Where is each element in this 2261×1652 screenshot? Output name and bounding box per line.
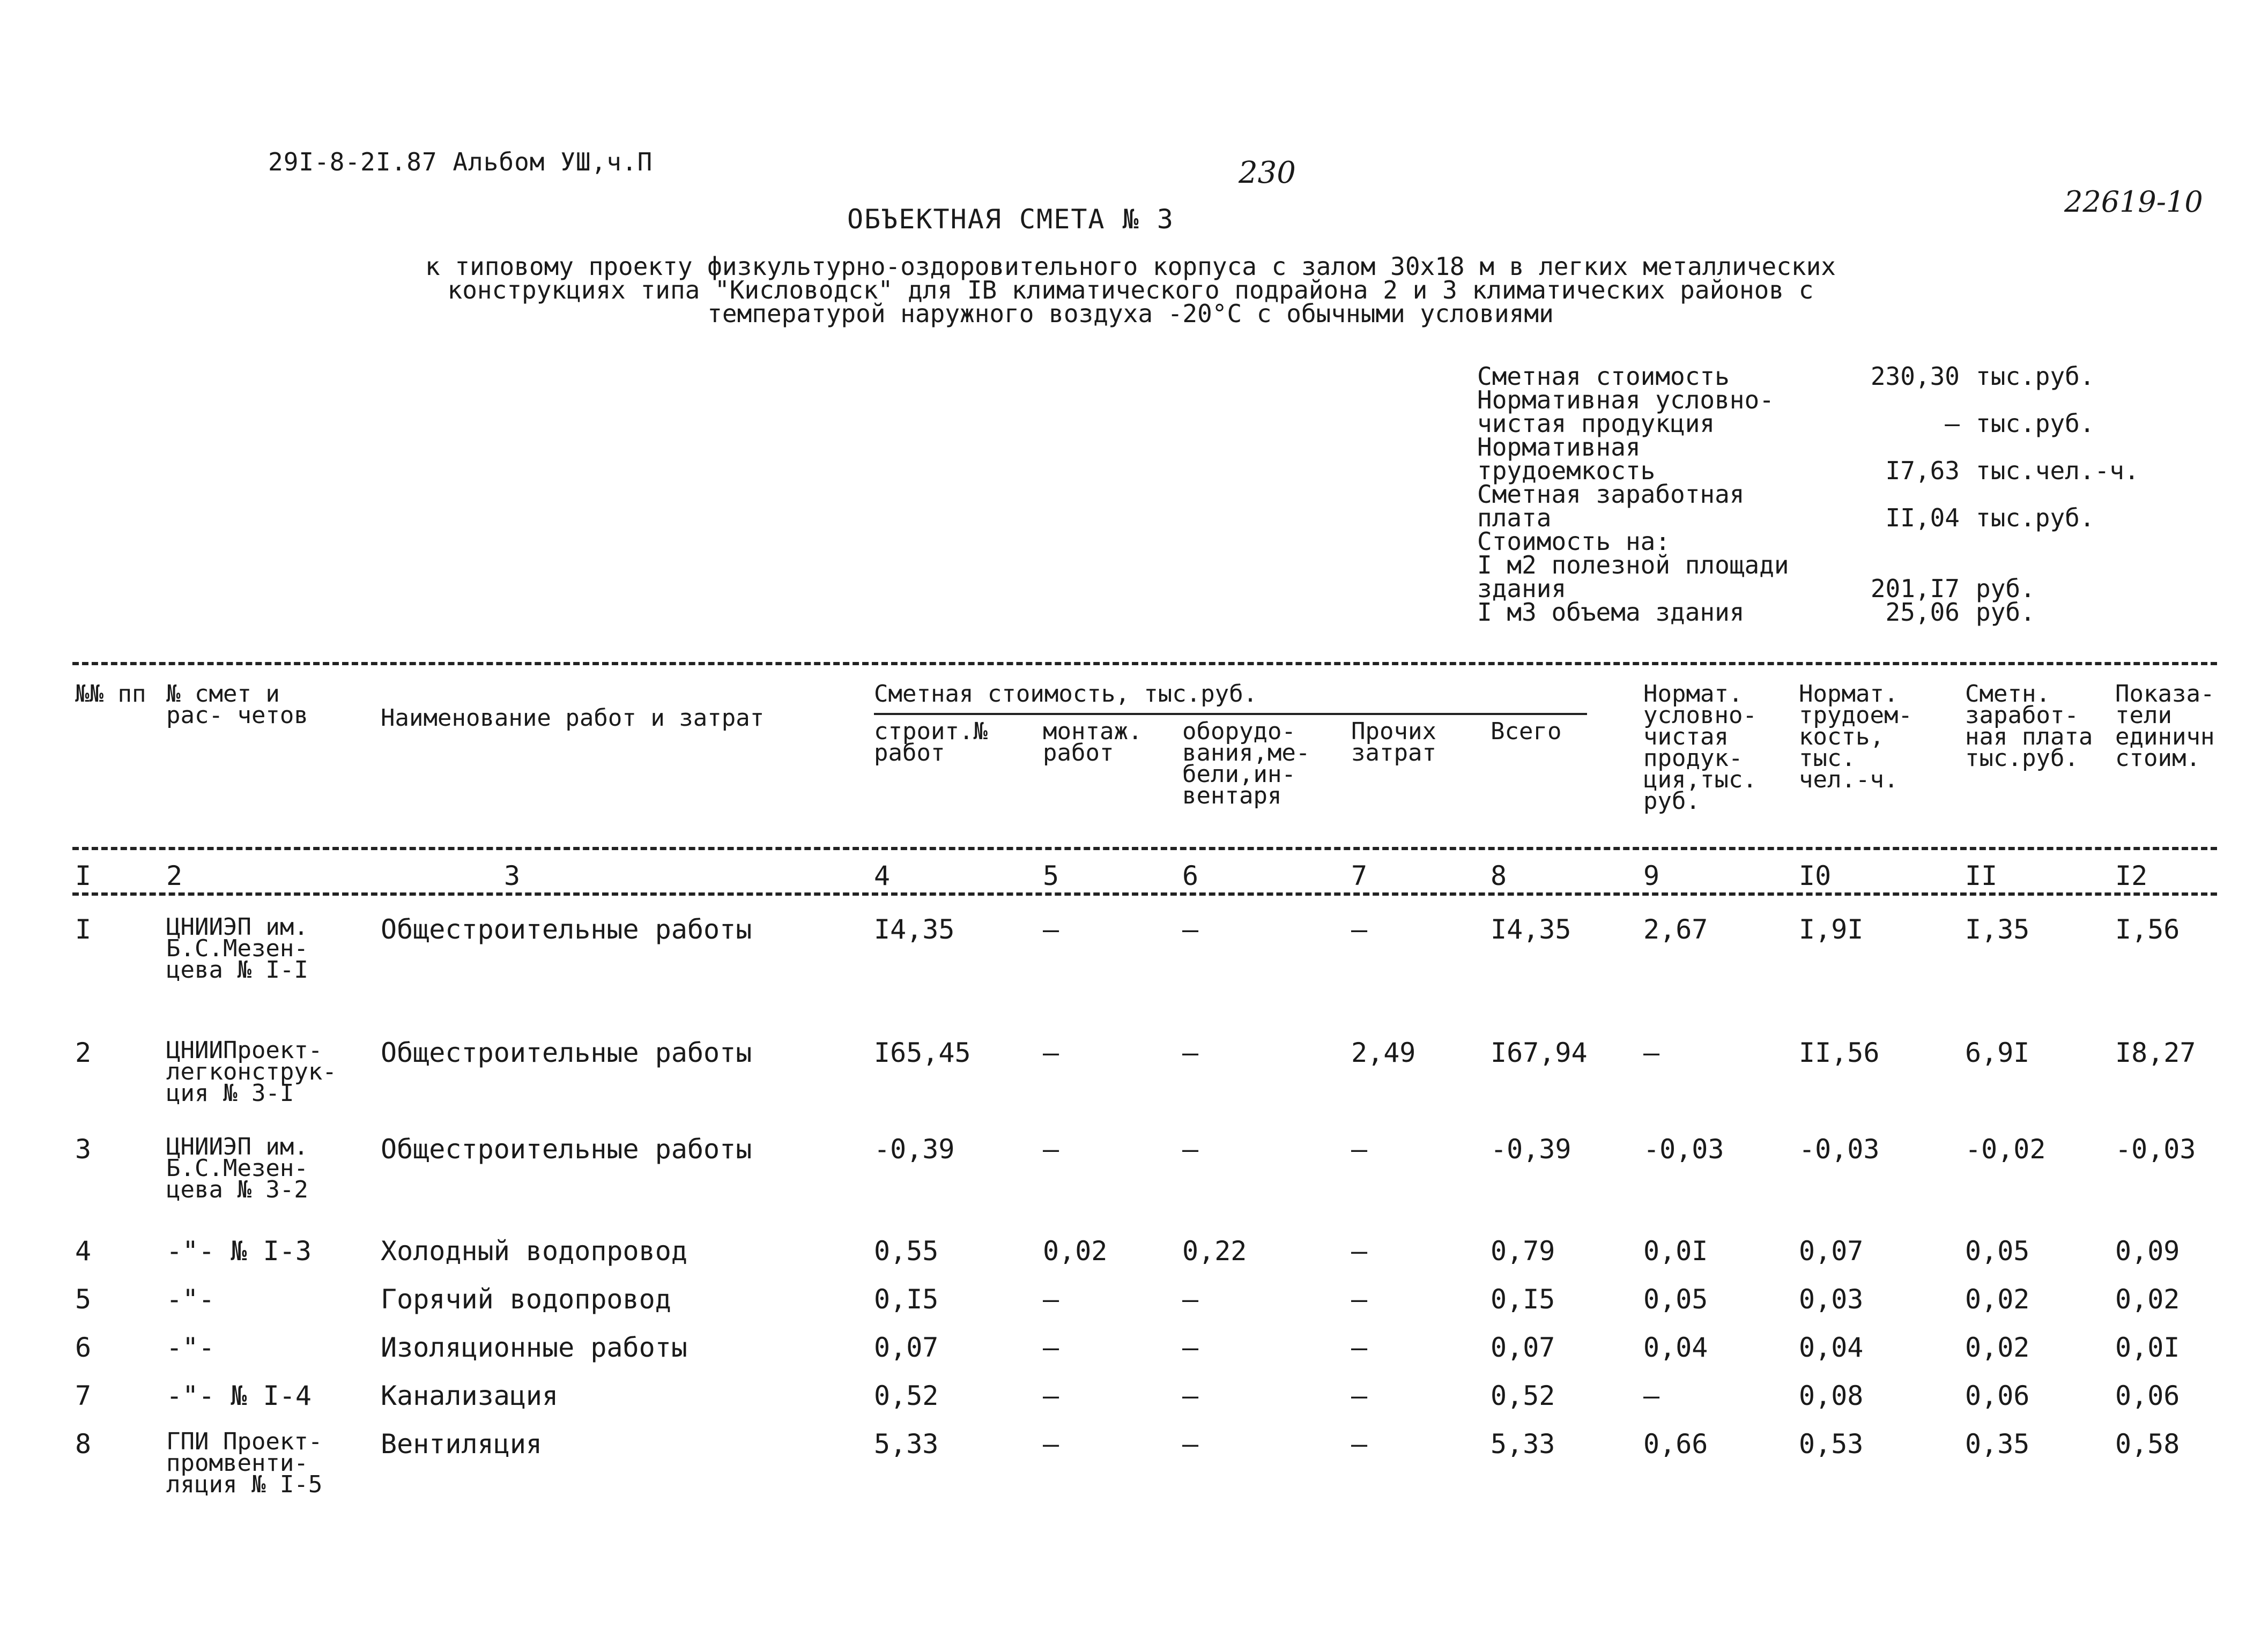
col-header-11: Сметн. заработ- ная плата тыс.руб.	[1965, 680, 2093, 772]
total-cost: 5,33	[1491, 1428, 1555, 1460]
summary-label: Нормативная условно-	[1477, 385, 1774, 414]
unit-cost-indicator: 0,06	[2115, 1380, 2180, 1411]
construction-cost: 0,07	[874, 1332, 939, 1363]
subtitle-line: конструкциях типа "Кисловодск" для IВ климатического подрайона 2 и 3 климатических районов с	[447, 276, 1814, 304]
work-name: Канализация	[381, 1380, 559, 1411]
summary-value: 201,I7	[1870, 574, 1960, 603]
column-number: I	[75, 860, 92, 891]
col-header-9: Нормат. условно- чистая продук- ция,тыс. руб.	[1643, 680, 1757, 815]
net-production: 2,67	[1643, 914, 1708, 945]
estimate-reference: ЦНИИЭП им. Б.С.Мезен- цева № 3-2	[166, 1133, 308, 1203]
col-header-6: оборудо- вания,ме- бели,ин- вентаря	[1182, 718, 1310, 809]
column-number: II	[1965, 860, 1998, 891]
summary-value	[1831, 530, 1976, 553]
summary-label: трудоемкость	[1477, 456, 1656, 485]
labor-intensity: 0,53	[1799, 1428, 1864, 1460]
summary-label: здания	[1477, 574, 1567, 603]
column-number: 4	[874, 860, 891, 891]
work-name: Холодный водопровод	[381, 1236, 687, 1267]
installation-cost: –	[1043, 914, 1059, 945]
equipment-cost: 0,22	[1182, 1236, 1247, 1267]
summary-row	[1477, 385, 2139, 414]
summary-value	[1831, 435, 1976, 459]
summary-label: чистая продукция	[1477, 409, 1715, 438]
col-header-4: строит.№ работ	[874, 718, 988, 767]
row-number: 4	[75, 1236, 92, 1267]
wages: 6,9I	[1965, 1037, 2030, 1068]
total-cost: I4,35	[1491, 914, 1571, 945]
other-cost: –	[1351, 1380, 1368, 1411]
net-production: –	[1643, 1037, 1660, 1068]
estimate-reference: -"-	[166, 1284, 215, 1315]
total-cost: 0,52	[1491, 1380, 1555, 1411]
row-number: I	[75, 914, 92, 945]
estimate-reference: ЦНИИПроект- легконструк- ция № 3-I	[166, 1037, 337, 1107]
summary-value	[1831, 482, 1976, 506]
equipment-cost: –	[1182, 1037, 1199, 1068]
summary-row	[1477, 527, 2139, 556]
estimate-reference: -"- № I-3	[166, 1236, 312, 1267]
summary-value: I7,63	[1885, 456, 1960, 485]
summary-label: Сметная заработная	[1477, 480, 1745, 509]
summary-row	[1477, 456, 2139, 485]
unit-cost-indicator: 0,58	[2115, 1428, 2180, 1460]
installation-cost: –	[1043, 1037, 1059, 1068]
col-header-7: Прочих затрат	[1351, 718, 1436, 767]
equipment-cost: –	[1182, 1332, 1199, 1363]
construction-cost: 5,33	[874, 1428, 939, 1460]
col-header-2: № смет и рас- четов	[166, 680, 308, 729]
column-number: 5	[1043, 860, 1059, 891]
document-title: ОБЪЕКТНАЯ СМЕТА № 3	[847, 204, 1174, 235]
summary-row	[1477, 503, 2139, 532]
labor-intensity: 0,07	[1799, 1236, 1864, 1267]
construction-cost: 0,52	[874, 1380, 939, 1411]
row-number: 5	[75, 1284, 92, 1315]
net-production: 0,04	[1643, 1332, 1708, 1363]
other-cost: –	[1351, 1332, 1368, 1363]
subtitle-line: к типовому проекту физкультурно-оздоровительного корпуса с залом 30х18 м в легких металлических	[425, 252, 1836, 281]
installation-cost: –	[1043, 1134, 1059, 1165]
summary-label: плата	[1477, 503, 1552, 532]
net-production: 0,0I	[1643, 1236, 1708, 1267]
work-name: Общестроительные работы	[381, 1134, 752, 1165]
summary-label: Стоимость на:	[1477, 527, 1671, 556]
estimate-reference: ГПИ Проект- промвенти- ляция № I-5	[166, 1428, 323, 1498]
col-header-1: №№ пп	[75, 680, 146, 708]
summary-unit: тыс.чел.-ч.	[1976, 456, 2139, 485]
total-cost: I67,94	[1491, 1037, 1588, 1068]
total-cost: 0,79	[1491, 1236, 1555, 1267]
column-number: 9	[1643, 860, 1660, 891]
installation-cost: –	[1043, 1380, 1059, 1411]
column-number: 7	[1351, 860, 1368, 891]
summary-row	[1477, 433, 2139, 462]
subtitle-line: температурой наружного воздуха -20°С с обычными условиями	[707, 299, 1554, 328]
other-cost: 2,49	[1351, 1037, 1416, 1068]
total-cost: 0,07	[1491, 1332, 1555, 1363]
wages: 0,05	[1965, 1236, 2030, 1267]
other-cost: –	[1351, 1236, 1368, 1267]
estimate-reference: -"-	[166, 1332, 215, 1363]
row-number: 6	[75, 1332, 92, 1363]
unit-cost-indicator: -0,03	[2115, 1134, 2196, 1165]
installation-cost: –	[1043, 1332, 1059, 1363]
summary-value: –	[1945, 409, 1960, 438]
summary-unit: тыс.руб.	[1976, 409, 2095, 438]
column-number: I2	[2115, 860, 2148, 891]
col-group-header: Сметная стоимость, тыс.руб.	[874, 680, 1258, 708]
work-name: Вентиляция	[381, 1428, 543, 1460]
labor-intensity: I,9I	[1799, 914, 1864, 945]
col-header-10: Нормат. трудоем- кость, тыс. чел.-ч.	[1799, 680, 1912, 793]
labor-intensity: II,56	[1799, 1037, 1880, 1068]
column-number: 2	[166, 860, 183, 891]
page-number: 230	[1239, 155, 1296, 190]
total-cost: -0,39	[1491, 1134, 1571, 1165]
net-production: 0,05	[1643, 1284, 1708, 1315]
labor-intensity: -0,03	[1799, 1134, 1880, 1165]
equipment-cost: –	[1182, 1284, 1199, 1315]
column-number: 3	[504, 860, 521, 891]
series-code: 29I-8-2I.87 Альбом УШ,ч.П	[268, 147, 653, 176]
summary-row	[1477, 409, 2139, 438]
work-name: Изоляционные работы	[381, 1332, 687, 1363]
summary-value: 25,06	[1885, 598, 1960, 627]
col-header-8: Всего	[1491, 718, 1562, 745]
construction-cost: 0,I5	[874, 1284, 939, 1315]
other-cost: –	[1351, 1284, 1368, 1315]
labor-intensity: 0,03	[1799, 1284, 1864, 1315]
other-cost: –	[1351, 1428, 1368, 1460]
unit-cost-indicator: 0,09	[2115, 1236, 2180, 1267]
header-bottom-rule	[72, 847, 2217, 850]
summary-row	[1477, 480, 2139, 509]
summary-label: I м2 полезной площади	[1477, 550, 1789, 579]
equipment-cost: –	[1182, 1380, 1199, 1411]
column-number: 6	[1182, 860, 1199, 891]
labor-intensity: 0,04	[1799, 1332, 1864, 1363]
wages: I,35	[1965, 914, 2030, 945]
equipment-cost: –	[1182, 1428, 1199, 1460]
cost-summary	[1477, 362, 2139, 627]
summary-label: I м3 объема здания	[1477, 598, 1745, 627]
wages: 0,06	[1965, 1380, 2030, 1411]
other-cost: –	[1351, 1134, 1368, 1165]
net-production: –	[1643, 1380, 1660, 1411]
summary-unit: руб.	[1976, 574, 2035, 603]
column-number: 8	[1491, 860, 1507, 891]
labor-intensity: 0,08	[1799, 1380, 1864, 1411]
wages: 0,02	[1965, 1332, 2030, 1363]
summary-unit: тыс.руб.	[1976, 503, 2095, 532]
installation-cost: 0,02	[1043, 1236, 1108, 1267]
column-number: I0	[1799, 860, 1832, 891]
equipment-cost: –	[1182, 914, 1199, 945]
wages: -0,02	[1965, 1134, 2046, 1165]
estimate-reference: -"- № I-4	[166, 1380, 312, 1411]
row-number: 8	[75, 1428, 92, 1460]
summary-label: Сметная стоимость	[1477, 362, 1730, 391]
group-header-underline	[874, 713, 1587, 715]
work-name: Общестроительные работы	[381, 914, 752, 945]
wages: 0,02	[1965, 1284, 2030, 1315]
summary-row	[1477, 598, 2139, 627]
other-cost: –	[1351, 914, 1368, 945]
table-top-rule	[72, 662, 2217, 665]
summary-value: 230,30	[1870, 362, 1960, 391]
work-name: Общестроительные работы	[381, 1037, 752, 1068]
estimate-reference: ЦНИИЭП им. Б.С.Мезен- цева № I-I	[166, 913, 308, 984]
summary-label: Нормативная	[1477, 433, 1641, 462]
col-header-3: Наименование работ и затрат	[381, 704, 765, 732]
installation-cost: –	[1043, 1284, 1059, 1315]
equipment-cost: –	[1182, 1134, 1199, 1165]
unit-cost-indicator: I,56	[2115, 914, 2180, 945]
construction-cost: I65,45	[874, 1037, 971, 1068]
row-number: 2	[75, 1037, 92, 1068]
document-subtitle	[0, 252, 2261, 328]
summary-unit: тыс.руб.	[1976, 362, 2095, 391]
net-production: 0,66	[1643, 1428, 1708, 1460]
unit-cost-indicator: I8,27	[2115, 1037, 2196, 1068]
inventory-number: 22619-10	[2064, 185, 2203, 219]
summary-unit: руб.	[1976, 598, 2035, 627]
column-numbers-rule	[72, 892, 2217, 896]
summary-value: II,04	[1885, 503, 1960, 532]
unit-cost-indicator: 0,0I	[2115, 1332, 2180, 1363]
net-production: -0,03	[1643, 1134, 1724, 1165]
summary-row	[1477, 574, 2139, 603]
wages: 0,35	[1965, 1428, 2030, 1460]
construction-cost: I4,35	[874, 914, 955, 945]
installation-cost: –	[1043, 1428, 1059, 1460]
summary-row	[1477, 550, 2139, 579]
summary-row	[1477, 362, 2139, 391]
unit-cost-indicator: 0,02	[2115, 1284, 2180, 1315]
row-number: 3	[75, 1134, 92, 1165]
total-cost: 0,I5	[1491, 1284, 1555, 1315]
col-header-12: Показа- тели единичн стоим.	[2115, 680, 2215, 772]
construction-cost: -0,39	[874, 1134, 955, 1165]
row-number: 7	[75, 1380, 92, 1411]
summary-value	[1831, 553, 1976, 577]
work-name: Горячий водопровод	[381, 1284, 671, 1315]
col-header-5: монтаж. работ	[1043, 718, 1143, 767]
construction-cost: 0,55	[874, 1236, 939, 1267]
summary-value	[1831, 388, 1976, 412]
